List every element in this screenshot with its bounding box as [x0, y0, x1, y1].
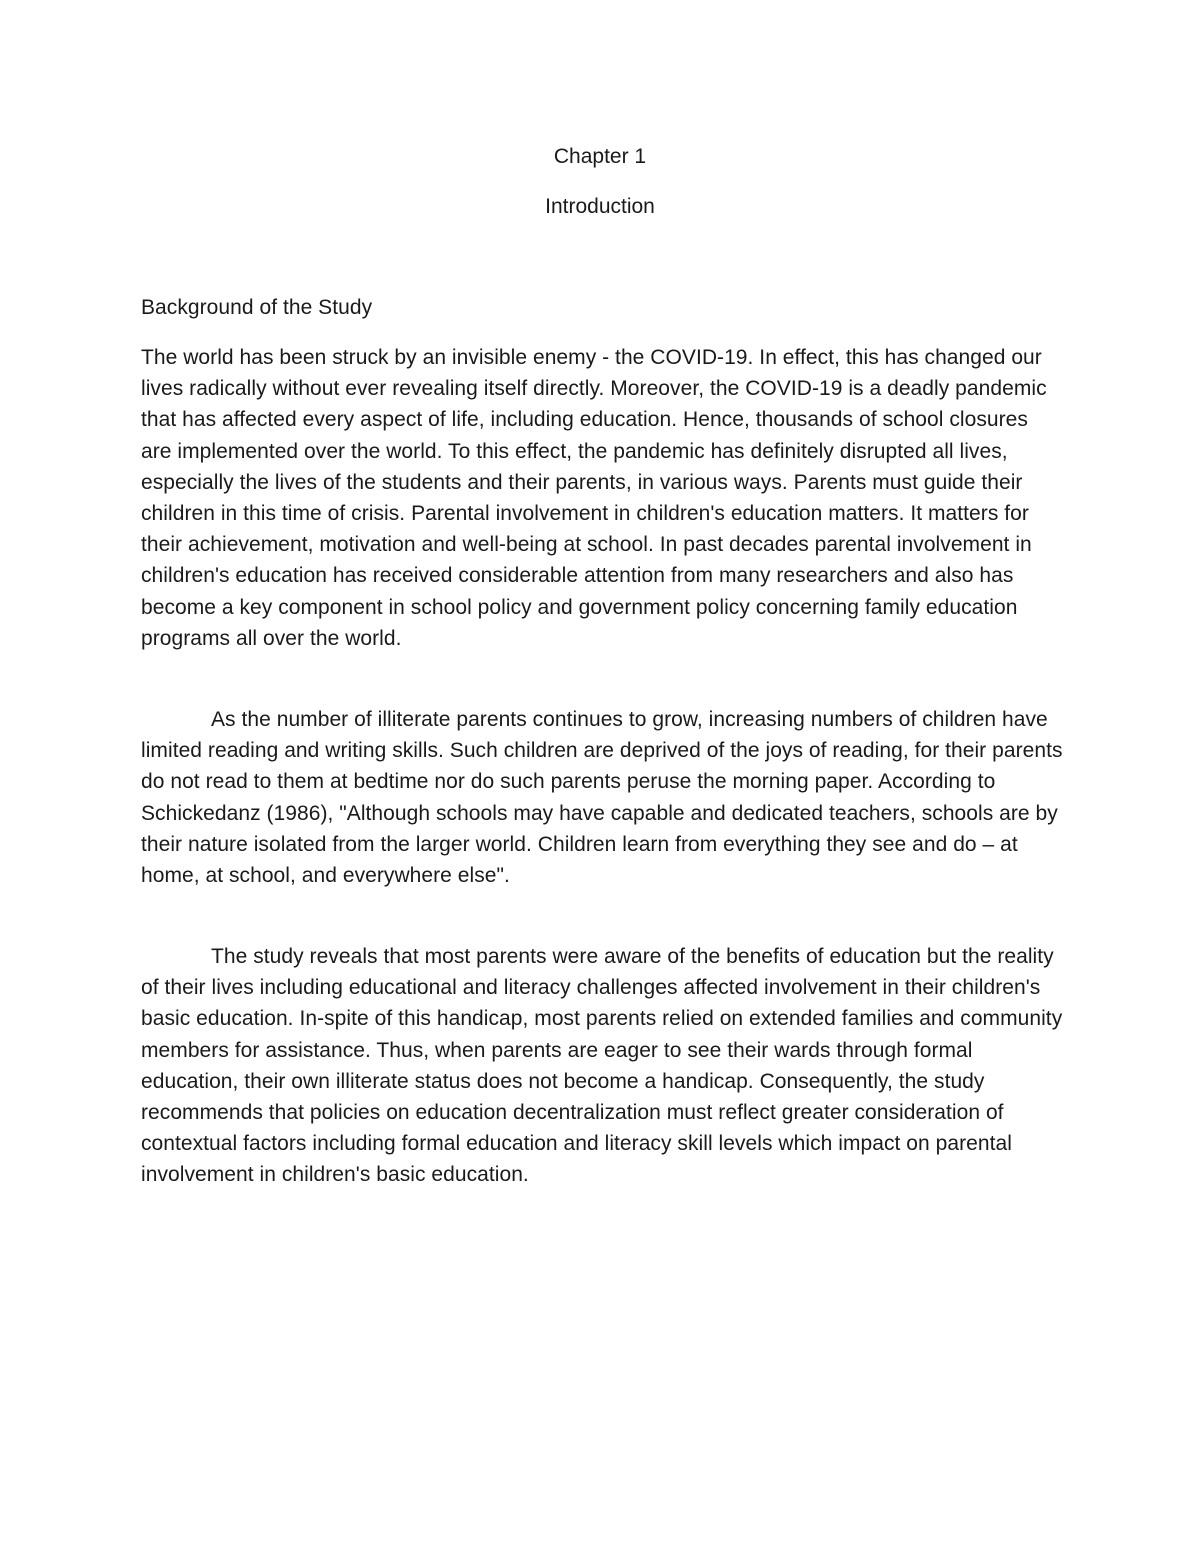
chapter-number: Chapter 1	[553, 145, 647, 168]
paragraph-2: As the number of illiterate parents continues to grow, increasing numbers of children have limited reading and writing skills. Such children are deprived of the joys of reading, for their parents do not read to them at bedtime nor do such parents peruse the morning paper. According to Schickedanz (1986), "Although schools may have capable and dedicated teachers, schools are by their nature isolated from the larger world. Children learn from everything they see and do – at home, at school, and everywhere else".	[141, 708, 1063, 888]
chapter-title: Introduction	[545, 195, 655, 218]
section-heading: Background of the Study	[141, 296, 373, 319]
paragraph-3: The study reveals that most parents were aware of the benefits of education but the reality of their lives including educational and literacy challenges affected involvement in their children's basic education. In-spite of this handicap, most parents relied on extended families and community members for assistance. Thus, when parents are eager to see their wards through formal education, their own illiterate status does not become a handicap. Consequently, the study recommends that policies on education decentralization must reflect greater consideration of contextual factors including formal education and literacy skill levels which impact on parental involvement in children's basic education.	[141, 945, 1063, 1187]
paragraph-1: The world has been struck by an invisible enemy - the COVID-19. In effect, this has changed our lives radically without ever revealing itself directly. Moreover, the COVID-19 is a deadly pandemic that has affected every aspect of life, including education. Hence, thousands of school closures are implemented over the world. To this effect, the pandemic has definitely disrupted all lives, especially the lives of the students and their parents, in various ways. Parents must guide their children in this time of crisis. Parental involvement in children's education matters. It matters for their achievement, motivation and well-being at school. In past decades parental involvement in children's education has received considerable attention from many researchers and also has become a key component in school policy and government policy concerning family education programs all over the world.	[141, 346, 1047, 650]
